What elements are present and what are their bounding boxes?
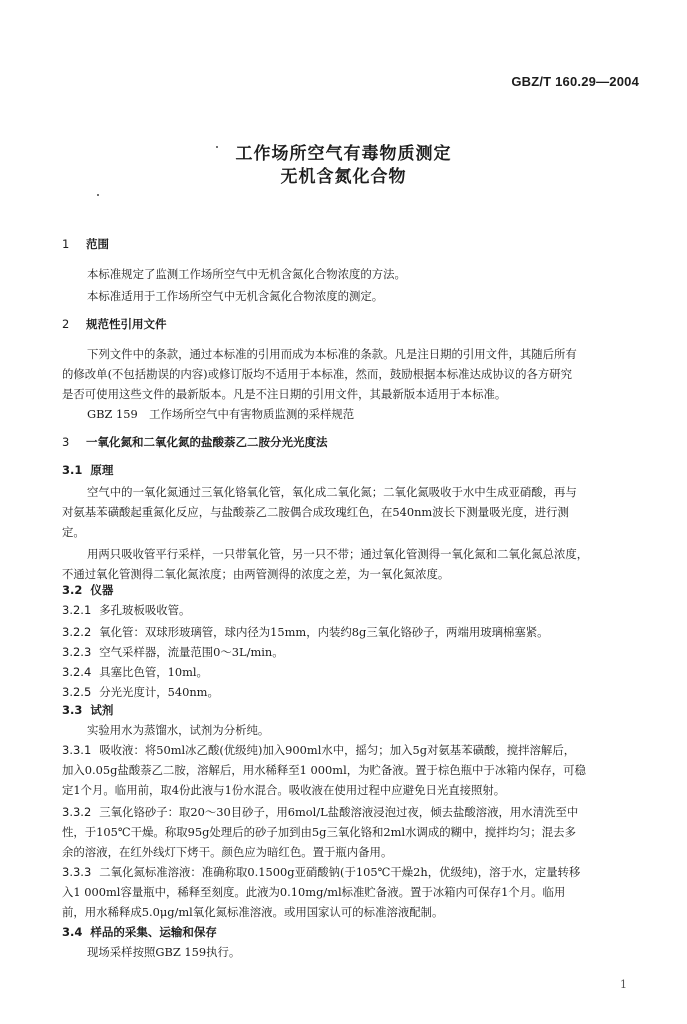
item-number: 3.2.3: [62, 645, 92, 659]
item-text: 空气采样器，流量范围0～3L/min。: [99, 645, 284, 659]
subsection-title: 原理: [90, 463, 114, 477]
section-3-heading: [62, 434, 328, 450]
speck-mark: [97, 194, 99, 196]
reference-item: GBZ 159 工作场所空气中有害物质监测的采样规范: [87, 407, 355, 421]
instrument-item: [62, 624, 549, 640]
subsection-number: 3.2: [62, 583, 83, 597]
section-title: 规范性引用文件: [86, 317, 167, 331]
subsection-number: 3.4: [62, 925, 83, 939]
paragraph-line: 用两只吸收管平行采样，一只带氧化管，另一只不带；通过氧化管测得一氧化氮和二氧化氮总浓度，: [87, 547, 589, 561]
section-1-heading: [62, 236, 109, 252]
paragraph-line: 不通过氧化管测得二氧化氮浓度；由两管测得的浓度之差，为一氧化氮浓度。: [62, 567, 450, 581]
paragraph-line: 余的溶液，在红外线灯下烤干。颜色应为暗红色。置于瓶内备用。: [62, 845, 393, 859]
paragraph-line: 下列文件中的条款，通过本标准的引用而成为本标准的条款。凡是注日期的引用文件，其随后所有: [87, 347, 577, 361]
speck-mark: [216, 146, 218, 148]
item-text: 二氧化氮标准溶液：准确称取0.1500g亚硝酸钠(于105℃干燥2h，优级纯)，溶于水，定量转移: [99, 865, 581, 879]
reagent-item-line: [62, 864, 580, 880]
item-number: 3.2.4: [62, 665, 92, 679]
item-text: 三氧化铬砂子：取20～30目砂子，用6mol/L盐酸溶液浸泡过夜，倾去盐酸溶液，用水清洗至中: [99, 805, 579, 819]
subsection-number: 3.1: [62, 463, 83, 477]
subsection-3-1-heading: [62, 462, 113, 478]
section-title: 范围: [86, 237, 109, 251]
subsection-title: 样品的采集、运输和保存: [90, 925, 217, 939]
instrument-item: [62, 664, 208, 680]
subsection-3-3-heading: [62, 702, 113, 718]
section-2-heading: [62, 316, 167, 332]
instrument-item: [62, 602, 190, 618]
reagent-item-line: [62, 804, 578, 820]
page-number: 1: [620, 978, 627, 991]
section-number: 2: [62, 317, 70, 331]
subsection-title: 仪器: [90, 583, 114, 597]
item-number: 3.2.1: [62, 603, 92, 617]
item-number: 3.3.3: [62, 865, 92, 879]
instrument-item: [62, 644, 284, 660]
section-title: 一氧化氮和二氧化氮的盐酸萘乙二胺分光光度法: [86, 435, 328, 449]
section-number: 1: [62, 237, 70, 251]
paragraph-line: 本标准规定了监测工作场所空气中无机含氮化合物浓度的方法。: [87, 267, 406, 281]
paragraph-line: 的修改单(不包括勘误的内容)或修订版均不适用于本标准，然而，鼓励根据本标准达成协议的各方研究: [62, 367, 573, 381]
item-text: 氧化管：双球形玻璃管，球内径为15mm，内装约8g三氧化铬砂子，两端用玻璃棉塞紧。: [99, 625, 549, 639]
item-text: 多孔玻板吸收管。: [99, 603, 191, 617]
subsection-number: 3.3: [62, 703, 83, 717]
paragraph-line: 本标准适用于工作场所空气中无机含氮化合物浓度的测定。: [87, 289, 384, 303]
subsection-title: 试剂: [90, 703, 114, 717]
paragraph-line: 空气中的一氧化氮通过三氧化铬氧化管，氧化成二氧化氮；二氧化氮吸收于水中生成亚硝酸，再与: [87, 485, 577, 499]
paragraph-line: 对氨基苯磺酸起重氮化反应，与盐酸萘乙二胺偶合成玫瑰红色，在540nm波长下测量吸光度，进行测: [62, 505, 569, 519]
paragraph-line: 是否可使用这些文件的最新版本。凡是不注日期的引用文件，其最新版本适用于本标准。: [62, 387, 507, 401]
paragraph-line: 现场采样按照GBZ 159执行。: [87, 945, 241, 959]
section-number: 3: [62, 435, 70, 449]
item-number: 3.3.1: [62, 743, 92, 757]
item-number: 3.3.2: [62, 805, 92, 819]
paragraph-line: 前，用水稀释成5.0μg/ml氧化氮标准溶液。或用国家认可的标准溶液配制。: [62, 905, 444, 919]
page-title-line1: 工作场所空气有毒物质测定: [235, 144, 452, 164]
item-number: 3.2.5: [62, 685, 92, 699]
item-text: 分光光度计，540nm。: [99, 685, 219, 699]
paragraph-line: 加入0.05g盐酸萘乙二胺，溶解后，用水稀释至1 000ml，为贮备液。置于棕色瓶中于冰箱内保存，可稳: [62, 763, 586, 777]
page-title-line2: 无机含氮化合物: [280, 167, 407, 187]
subsection-3-4-heading: [62, 924, 217, 940]
item-text: 吸收液：将50ml冰乙酸(优级纯)加入900ml水中，摇匀；加入5g对氨基苯磺酸，搅拌溶解后，: [99, 743, 576, 757]
item-number: 3.2.2: [62, 625, 92, 639]
standard-code: GBZ/T 160.29—2004: [511, 74, 639, 89]
item-text: 具塞比色管，10ml。: [99, 665, 208, 679]
instrument-item: [62, 684, 219, 700]
subsection-3-2-heading: [62, 582, 113, 598]
paragraph-line: 入1 000ml容量瓶中，稀释至刻度。此液为0.10mg/ml标准贮备液。置于冰箱内可保存1个月。临用: [62, 885, 566, 899]
paragraph-line: 性，于105℃干燥。称取95g处理后的砂子加到由5g三氧化铬和2ml水调成的糊中，搅拌均匀；混去多: [62, 825, 576, 839]
paragraph-line: 实验用水为蒸馏水，试剂为分析纯。: [87, 723, 270, 737]
reagent-item-line: [62, 742, 575, 758]
paragraph-line: 定1个月。临用前，取4份此液与1份水混合。吸收液在使用过程中应避免日光直接照射。: [62, 783, 506, 797]
paragraph-line: 定。: [62, 525, 85, 539]
